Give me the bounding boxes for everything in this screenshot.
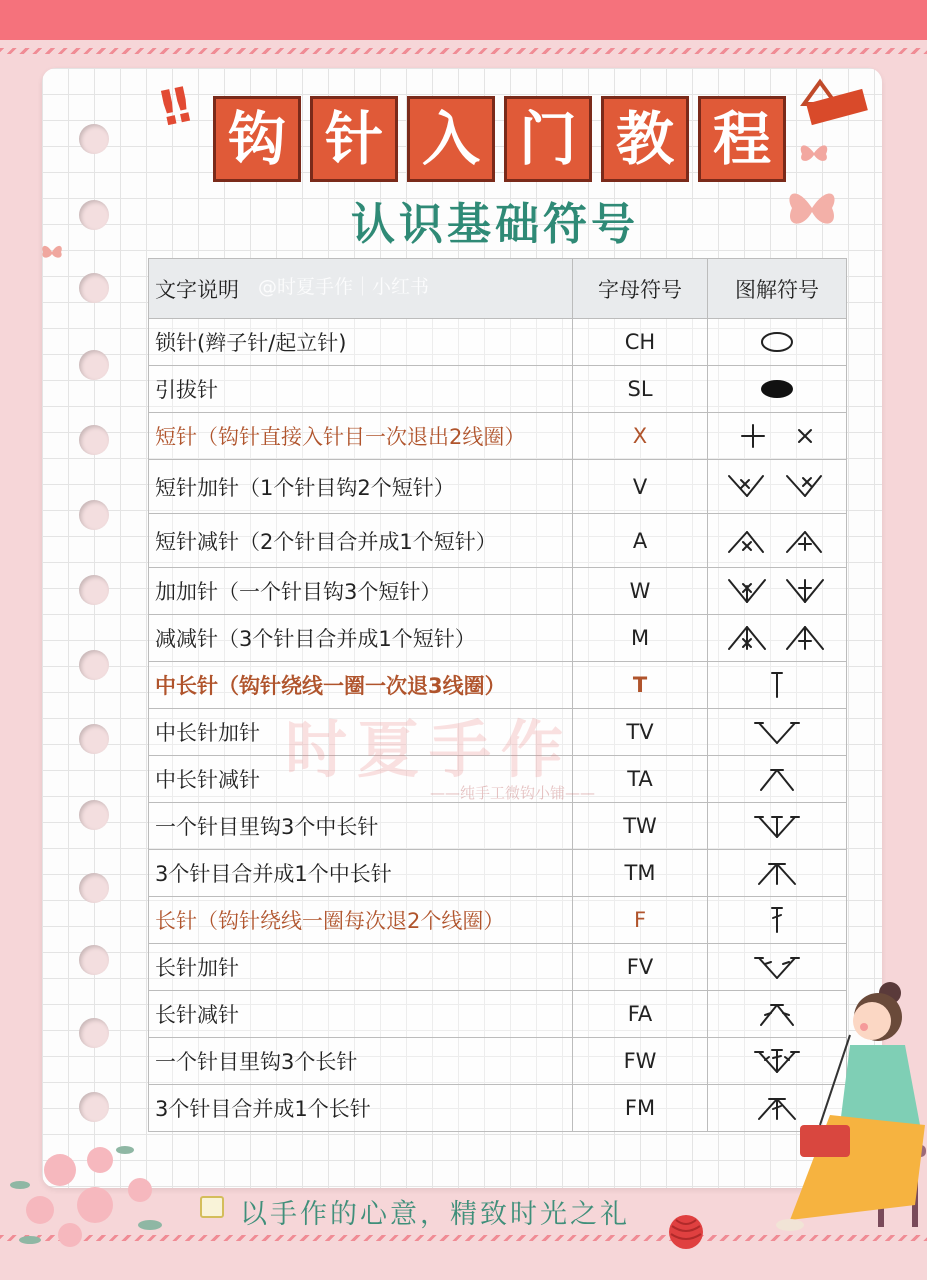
table-header-row bbox=[149, 259, 847, 319]
sc-decrease-icon bbox=[708, 514, 847, 568]
stitch-description: 一个针目里钩3个长针 bbox=[149, 1038, 573, 1085]
binder-hole bbox=[79, 724, 109, 754]
center-watermark-subtitle: ——纯手工微钩小铺—— bbox=[430, 784, 596, 802]
stitch-description: 引拔针 bbox=[149, 366, 573, 413]
column-header-abbreviation: 字母符号 bbox=[573, 259, 708, 319]
stitch-abbreviation: TV bbox=[573, 709, 708, 756]
table-row bbox=[149, 897, 847, 944]
stitch-description: 短针加针（1个针目钩2个短针） bbox=[149, 460, 573, 514]
binder-hole bbox=[79, 425, 109, 455]
stitch-abbreviation: A bbox=[573, 514, 708, 568]
stitch-abbreviation: F bbox=[573, 897, 708, 944]
binder-hole bbox=[79, 575, 109, 605]
binder-hole bbox=[79, 800, 109, 830]
knitting-girl-illustration bbox=[700, 975, 927, 1245]
double-crochet-icon bbox=[708, 897, 847, 944]
stitch-description: 加加针（一个针目钩3个短针） bbox=[149, 568, 573, 615]
binder-hole bbox=[79, 273, 109, 303]
note-icon bbox=[200, 1196, 224, 1218]
stitch-abbreviation: X bbox=[573, 413, 708, 460]
sc-3-increase-icon bbox=[708, 568, 847, 615]
title-char: 门 bbox=[504, 96, 592, 182]
exclamation-marks: !! bbox=[152, 77, 192, 139]
binder-hole bbox=[79, 124, 109, 154]
stitch-description: 长针（钩针绕线一圈每次退2个线圈） bbox=[149, 897, 573, 944]
table-row bbox=[149, 850, 847, 897]
binder-hole bbox=[79, 1018, 109, 1048]
table-row bbox=[149, 319, 847, 366]
flower-bouquet-icon bbox=[0, 1130, 200, 1260]
stitch-description: 长针减针 bbox=[149, 991, 573, 1038]
binder-hole bbox=[79, 873, 109, 903]
table-row bbox=[149, 615, 847, 662]
stitch-abbreviation: FM bbox=[573, 1085, 708, 1132]
table-row bbox=[149, 413, 847, 460]
stitch-abbreviation: TM bbox=[573, 850, 708, 897]
stitch-abbreviation: T bbox=[573, 662, 708, 709]
hdc-3-increase-icon bbox=[708, 803, 847, 850]
stitch-abbreviation: M bbox=[573, 615, 708, 662]
stitch-description: 中长针（钩针绕线一圈一次退3线圈） bbox=[149, 662, 573, 709]
hdc-3-decrease-icon bbox=[708, 850, 847, 897]
title-char: 针 bbox=[310, 96, 398, 182]
stitch-abbreviation: FV bbox=[573, 944, 708, 991]
binder-hole bbox=[79, 500, 109, 530]
hdc-increase-icon bbox=[708, 709, 847, 756]
stitch-description: 长针加针 bbox=[149, 944, 573, 991]
table-row bbox=[149, 366, 847, 413]
single-crochet-icon bbox=[708, 413, 847, 460]
table-row bbox=[149, 568, 847, 615]
stitch-description: 短针（钩针直接入针目一次退出2线圈） bbox=[149, 413, 573, 460]
binder-hole bbox=[79, 650, 109, 680]
sc-increase-icon bbox=[708, 460, 847, 514]
butterfly-icon bbox=[782, 180, 842, 236]
stitch-abbreviation: TA bbox=[573, 756, 708, 803]
title-char: 入 bbox=[407, 96, 495, 182]
yarn-ball-icon bbox=[666, 1212, 706, 1252]
title-char: 程 bbox=[698, 96, 786, 182]
page-title bbox=[213, 96, 786, 182]
column-header-symbol: 图解符号 bbox=[708, 259, 847, 319]
stitch-description: 减减针（3个针目合并成1个短针） bbox=[149, 615, 573, 662]
stitch-description: 锁针(辫子针/起立针) bbox=[149, 319, 573, 366]
stitch-description: 3个针目合并成1个长针 bbox=[149, 1085, 573, 1132]
header-watermark: @时夏手作｜小红书 bbox=[258, 276, 430, 298]
binder-hole bbox=[79, 350, 109, 380]
table-row bbox=[149, 514, 847, 568]
footer-slogan: 以手作的心意，精致时光之礼 bbox=[240, 1199, 630, 1230]
stitch-description: 3个针目合并成1个中长针 bbox=[149, 850, 573, 897]
binder-hole bbox=[79, 945, 109, 975]
stitch-description: 短针减针（2个针目合并成1个短针） bbox=[149, 514, 573, 568]
binder-hole bbox=[79, 1092, 109, 1122]
stitch-abbreviation: FA bbox=[573, 991, 708, 1038]
title-char: 教 bbox=[601, 96, 689, 182]
stitch-abbreviation: FW bbox=[573, 1038, 708, 1085]
stitch-abbreviation: W bbox=[573, 568, 708, 615]
title-char: 钩 bbox=[213, 96, 301, 182]
sc-3-decrease-icon bbox=[708, 615, 847, 662]
hdc-decrease-icon bbox=[708, 756, 847, 803]
top-dashed-border bbox=[0, 48, 927, 54]
column-header-description: 文字说明 bbox=[149, 259, 573, 319]
binder-hole bbox=[79, 200, 109, 230]
butterfly-icon bbox=[40, 240, 64, 264]
page-subtitle: 认识基础符号 bbox=[351, 199, 639, 250]
stitch-description: 一个针目里钩3个中长针 bbox=[149, 803, 573, 850]
table-row bbox=[149, 803, 847, 850]
slip-stitch-icon bbox=[708, 366, 847, 413]
half-double-icon bbox=[708, 662, 847, 709]
center-watermark: 时夏手作 bbox=[285, 713, 574, 786]
stitch-abbreviation: CH bbox=[573, 319, 708, 366]
butterfly-icon bbox=[796, 138, 832, 168]
chain-icon bbox=[708, 319, 847, 366]
stitch-abbreviation: SL bbox=[573, 366, 708, 413]
stitch-description: 中长针加针 bbox=[149, 709, 573, 756]
top-band bbox=[0, 0, 927, 40]
stitch-abbreviation: TW bbox=[573, 803, 708, 850]
stitch-abbreviation: V bbox=[573, 460, 708, 514]
stitch-description: 中长针减针 bbox=[149, 756, 573, 803]
table-row bbox=[149, 460, 847, 514]
